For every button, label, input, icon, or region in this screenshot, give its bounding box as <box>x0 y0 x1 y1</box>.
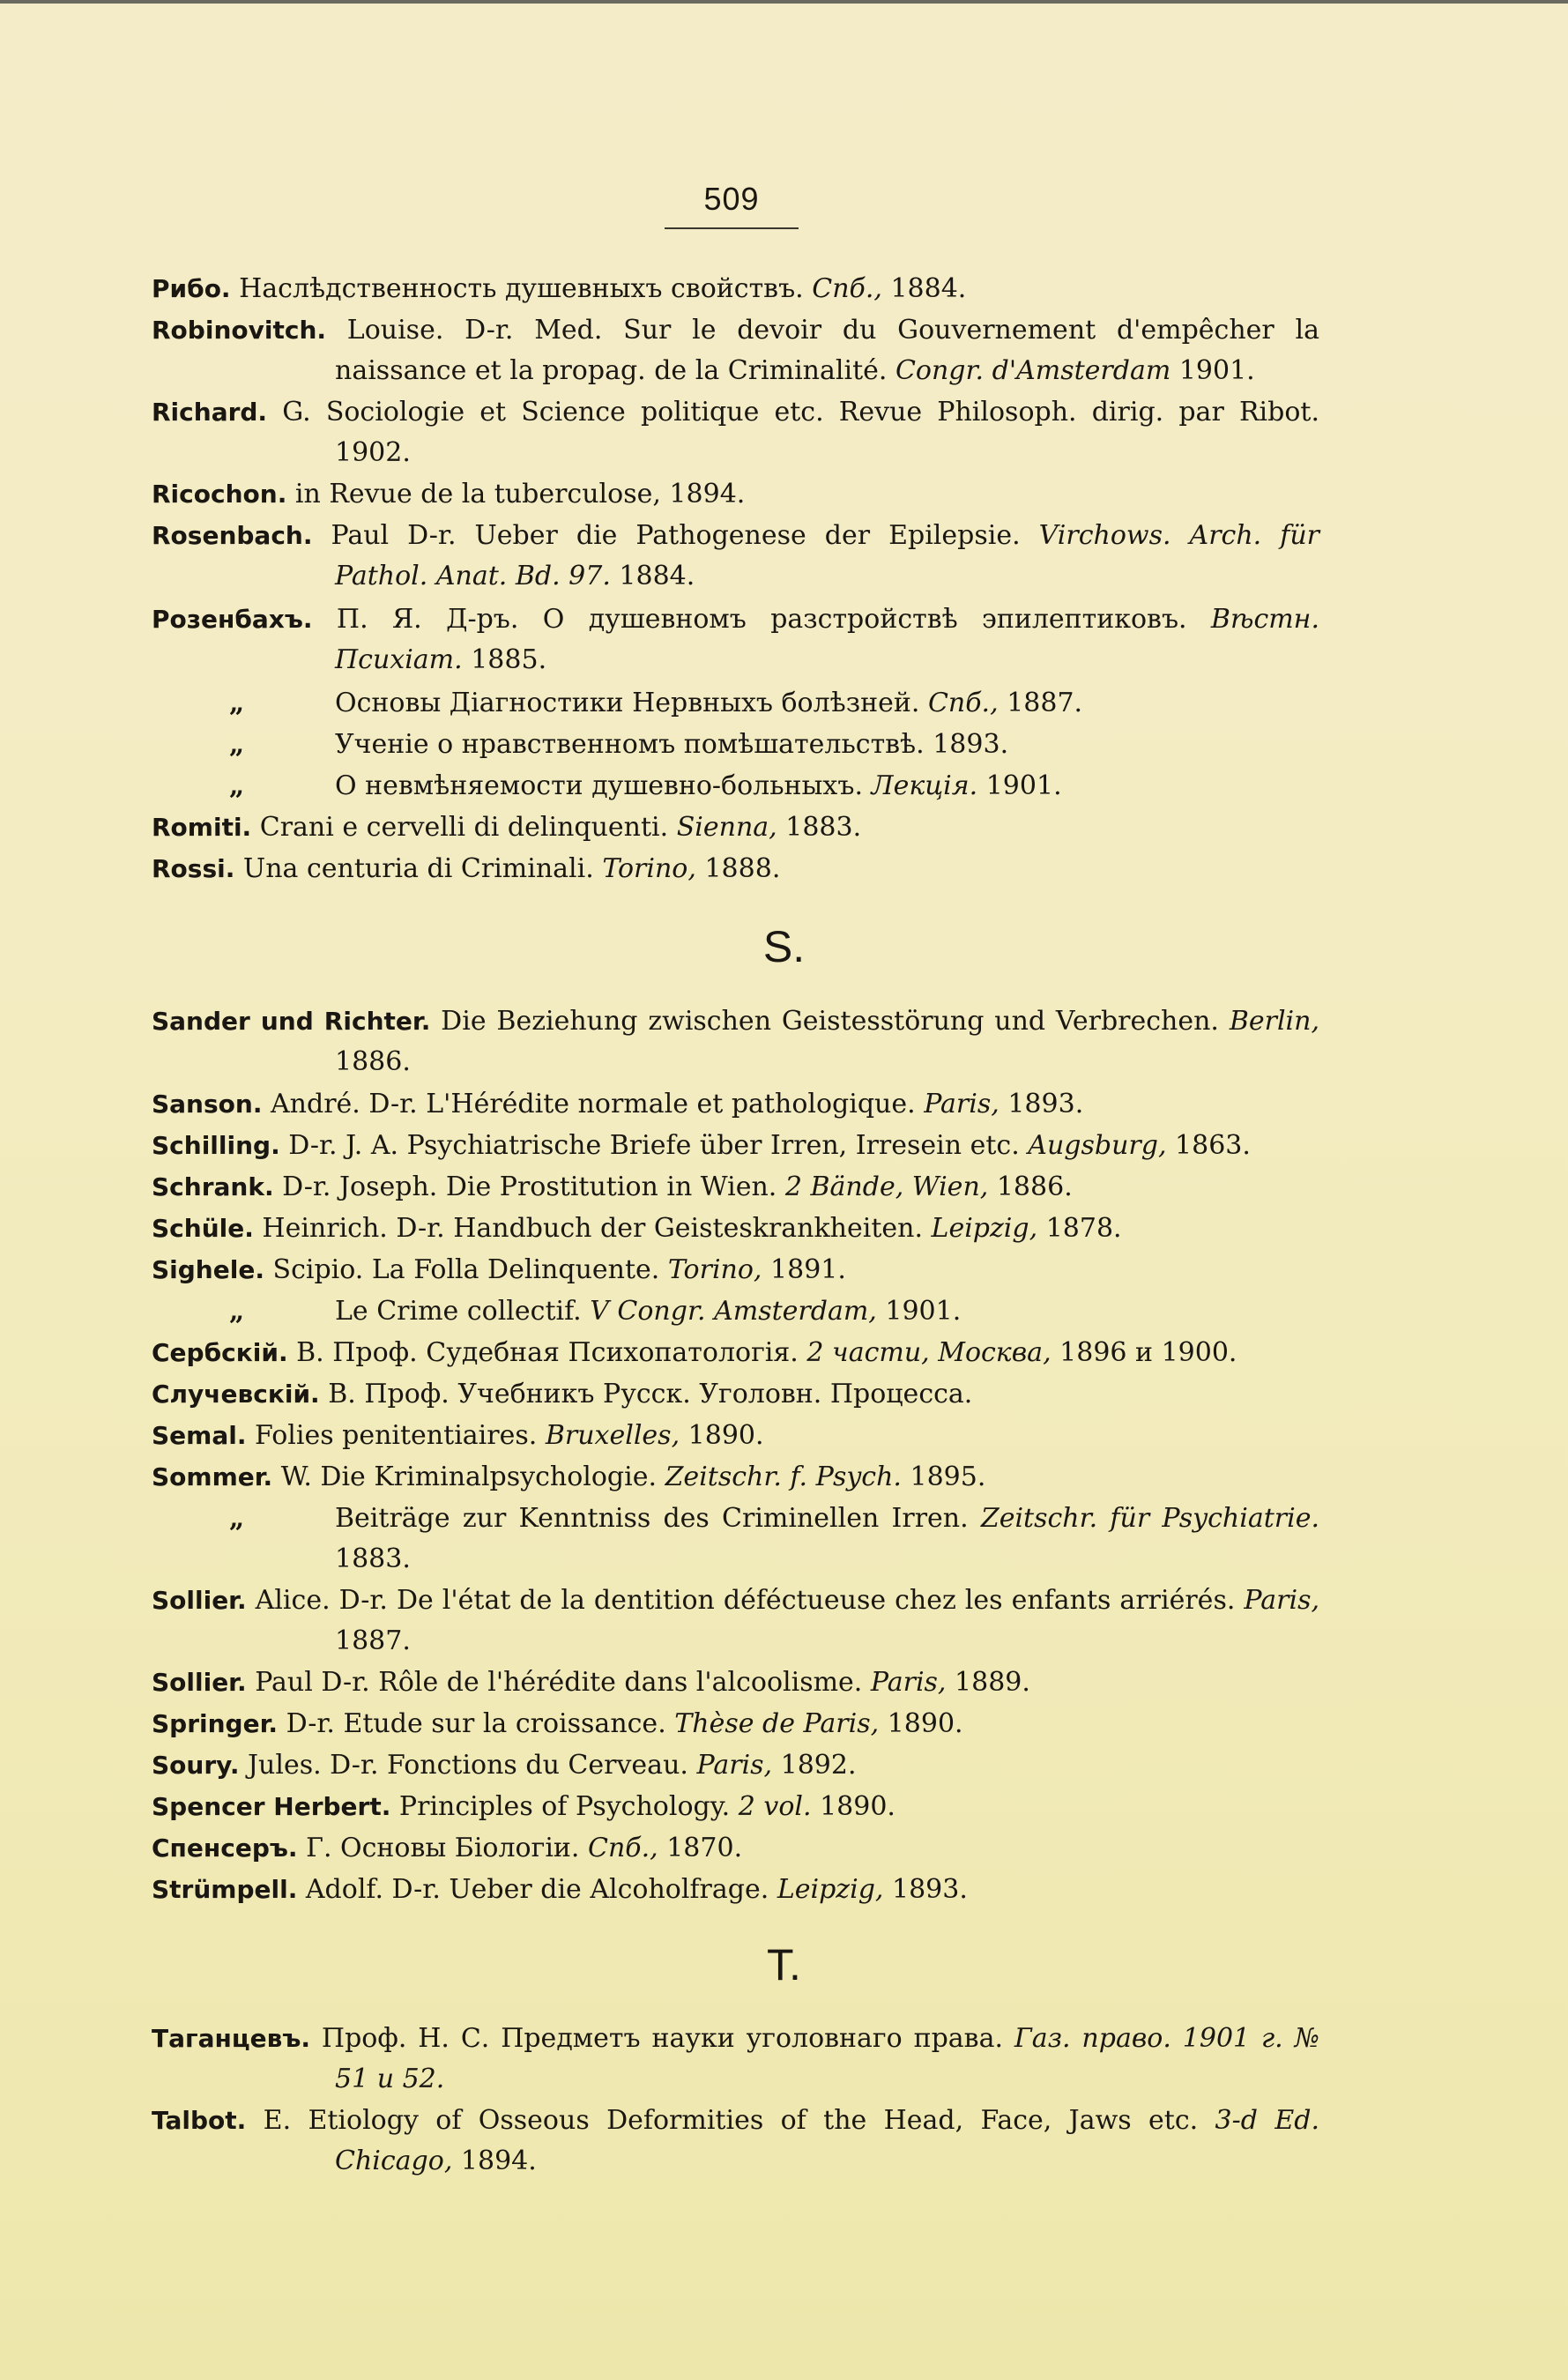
bibliography-entry <box>152 1828 1319 1869</box>
bibliography-entry <box>152 1250 1319 1290</box>
entry-year: 1901. <box>885 1296 962 1327</box>
entry-text: G. Sociologie et Science politique etc. Revue Philosoph. dirig. par Ribot. 1902. <box>282 397 1319 468</box>
entry-author: Sollier. <box>152 1668 247 1697</box>
entry-year: 1896 и 1900. <box>1059 1337 1237 1368</box>
entry-year: 1886. <box>996 1171 1073 1202</box>
entry-text: Scipio. La Folla Delinquente. <box>272 1254 660 1285</box>
entry-year: 1886. <box>335 1046 411 1077</box>
entry-source: Bruxelles, <box>545 1420 680 1451</box>
entry-author: Semal. <box>152 1421 247 1450</box>
bibliography-entry <box>152 2101 1319 2182</box>
entry-text: Principles of Psychology. <box>398 1791 731 1822</box>
bibliography-entry <box>152 1333 1319 1373</box>
entry-text: Louise. D-r. Med. Sur le devoir du Gouvernement d'empêcher la naissance et la propag. de la Criminalité. <box>335 315 1320 386</box>
bibliography-entry: „ Beiträge zur Kenntniss des Criminellen Irren. Zeitschr. für Psychiatrie. 1883. <box>229 1503 1319 1574</box>
entry-author: Schüle. <box>152 1214 254 1243</box>
entry-text: П. Я. Д-ръ. О душевномъ разстройствѣ эпилептиковъ. <box>336 604 1187 635</box>
entry-text: Adolf. D-r. Ueber die Alcoholfrage. <box>305 1874 769 1905</box>
entry-author: Sommer. <box>152 1462 273 1491</box>
entry-source: Leipzig, <box>777 1874 884 1905</box>
entry-source: Zeitschr. für Psychiatrie. <box>980 1503 1319 1534</box>
entry-text: В. Проф. Учебникъ Русск. Уголовн. Процесса. <box>328 1379 973 1409</box>
entry-source: Лекція. <box>871 770 978 801</box>
entry-year: 1870. <box>666 1833 743 1863</box>
entry-text: in Revue de la tuberculose, 1894. <box>294 479 746 509</box>
bibliography-entry <box>152 599 1319 681</box>
entry-text: Heinrich. D-r. Handbuch der Geisteskrankheiten. <box>262 1213 923 1244</box>
entry-year: 1890. <box>820 1791 895 1822</box>
section-letter-s: S. <box>762 922 806 971</box>
entry-text: Основы Діагностики Нервныхъ болѣзней. <box>335 688 920 718</box>
entry-source: Berlin, <box>1229 1006 1319 1037</box>
entry-year: 1901. <box>985 770 1062 801</box>
bibliography-entry <box>152 849 1319 889</box>
bibliography-entry <box>152 1416 1319 1456</box>
bibliography-entry <box>152 1787 1319 1827</box>
bibliography-entry: „ Основы Діагностики Нервныхъ болѣзней. Спб., 1887. <box>229 688 1083 718</box>
section-letter-t: T. <box>767 1940 801 1990</box>
entry-author: Sander und Richter. <box>152 1007 431 1036</box>
entry-year: 1889. <box>955 1667 1030 1698</box>
entry-author: Robinovitch. <box>152 316 327 345</box>
entry-author: Таганцевъ. <box>152 2024 311 2053</box>
entry-source: 2 Bände, Wien, <box>784 1171 989 1202</box>
bibliography-entry <box>152 1580 1319 1662</box>
entry-author: Sanson. <box>152 1090 263 1119</box>
entry-text: Folies penitentiaires. <box>255 1420 538 1451</box>
entry-year: 1883. <box>335 1543 411 1574</box>
entry-text: Ученіе о нравственномъ помѣшательствѣ. 1893. <box>335 729 1009 760</box>
entry-text: D-r. J. A. Psychiatrische Briefe über Irren, Irresein etc. <box>288 1130 1020 1161</box>
bibliography-entry <box>152 516 1319 597</box>
entry-source: 2 части, Москва, <box>806 1337 1052 1368</box>
entry-text: Проф. Н. С. Предметъ науки уголовнаго права. <box>321 2023 1003 2054</box>
entry-author: Strümpell. <box>152 1875 298 1904</box>
page-number-rule <box>665 227 799 229</box>
entry-year: 1892. <box>780 1750 857 1781</box>
entry-author: Rossi. <box>152 854 235 883</box>
entry-text: Г. Основы Біологіи. <box>306 1833 580 1863</box>
entry-source: Virchows. Arch. für Pathol. Anat. Bd. 97. <box>335 520 1319 591</box>
entry-author: Richard. <box>152 398 268 427</box>
entry-year: 1890. <box>687 1420 764 1451</box>
bibliography-entry: „ Ученіе о нравственномъ помѣшательствѣ. 1893. <box>229 729 1009 760</box>
entry-text: Jules. D-r. Fonctions du Cerveau. <box>248 1750 688 1781</box>
bibliography-entry <box>152 1001 1319 1082</box>
entry-author: Sighele. <box>152 1255 264 1284</box>
entry-author: Ricochon. <box>152 480 287 509</box>
entry-author: Schilling. <box>152 1131 280 1160</box>
entry-year: 1888. <box>704 853 781 884</box>
entry-text: Le Crime collectif. <box>335 1296 582 1327</box>
bibliography-entry <box>152 1126 1319 1166</box>
bibliography-entry <box>152 1662 1319 1703</box>
entry-text: Alice. D-r. De l'état de la dentition déféctueuse chez les enfants arriérés. <box>255 1585 1236 1616</box>
entry-source: Paris, <box>924 1089 1000 1119</box>
entry-source: 3-d Ed. Chicago, <box>335 2105 1319 2176</box>
bibliography-entry <box>152 1457 1319 1498</box>
entry-source: Paris, <box>696 1750 773 1781</box>
bibliography-entry: „ О невмѣняемости душевно-больныхъ. Лекція. 1901. <box>229 770 1062 801</box>
entry-text: D-r. Joseph. Die Prostitution in Wien. <box>282 1171 777 1202</box>
entry-source: Augsburg, <box>1028 1130 1167 1161</box>
entry-text: Beiträge zur Kenntniss des Criminellen Irren. <box>335 1503 969 1534</box>
bibliography-entry <box>152 1745 1319 1786</box>
bibliography-entry <box>152 2019 1319 2100</box>
entry-year: 1893. <box>892 1874 968 1905</box>
entry-source: Спб., <box>812 273 882 304</box>
bibliography-entry <box>152 1209 1319 1249</box>
entry-author: Rosenbach. <box>152 521 313 550</box>
entry-author: Sollier. <box>152 1586 247 1615</box>
entry-author: Romiti. <box>152 813 252 842</box>
entry-author: Talbot. <box>152 2106 247 2135</box>
entry-text: E. Etiology of Osseous Deformities of the Head, Face, Jaws etc. <box>263 2105 1199 2136</box>
entry-author: Сербскій. <box>152 1338 288 1367</box>
entry-year: 1885. <box>471 644 547 675</box>
entry-year: 1883. <box>785 812 862 843</box>
entry-source: Sienna, <box>676 812 777 843</box>
entry-source: Спб., <box>927 688 999 718</box>
entry-year: 1891. <box>770 1254 846 1285</box>
entry-source: Thèse de Paris, <box>674 1708 880 1739</box>
entry-text: О невмѣняемости душевно-больныхъ. <box>335 770 863 801</box>
entry-author: Спенсеръ. <box>152 1833 298 1863</box>
entry-year: 1863. <box>1175 1130 1251 1161</box>
entry-text: W. Die Kriminalpsychologie. <box>280 1461 658 1492</box>
entry-author: Soury. <box>152 1751 240 1780</box>
entry-source: Torino, <box>667 1254 762 1285</box>
entry-year: 1884. <box>890 273 967 304</box>
entry-text: Наслѣдственность душевныхъ свойствъ. <box>239 273 804 304</box>
entry-source: Torino, <box>602 853 696 884</box>
entry-text: Crani e cervelli di delinquenti. <box>259 812 669 843</box>
entry-source: Congr. d'Amsterdam <box>895 355 1171 386</box>
entry-source: 2 vol. <box>738 1791 812 1822</box>
page-number: 509 <box>703 181 760 217</box>
entry-source: V Congr. Amsterdam, <box>590 1296 877 1327</box>
entry-text: Die Beziehung zwischen Geistesstörung und Verbrechen. <box>441 1006 1219 1037</box>
bibliography-entry <box>152 392 1319 473</box>
bibliography-entry <box>152 310 1319 391</box>
entry-year: 1884. <box>619 561 695 591</box>
entry-year: 1878. <box>1045 1213 1122 1244</box>
entry-source: Вѣстн. Психіат. <box>335 604 1319 675</box>
entry-author: Spencer Herbert. <box>152 1792 391 1821</box>
bibliography-entry <box>152 474 1319 515</box>
entry-text: Paul D-r. Ueber die Pathogenese der Epilepsie. <box>331 520 1021 551</box>
entry-year: 1887. <box>335 1625 411 1656</box>
bibliography-entry <box>152 807 1319 848</box>
entry-text: Paul D-r. Rôle de l'hérédite dans l'alcoolisme. <box>255 1667 863 1698</box>
bibliography-entry <box>152 269 1319 309</box>
entry-author: Случевскій. <box>152 1380 320 1409</box>
entry-year: 1895. <box>910 1461 986 1492</box>
entry-author: Рибо. <box>152 274 231 303</box>
bibliography-entry <box>152 1084 1319 1125</box>
entry-year: 1890. <box>887 1708 963 1739</box>
page-top-edge <box>0 0 1568 4</box>
entry-text: André. D-r. L'Hérédite normale et pathologique. <box>271 1089 916 1119</box>
bibliography-entry <box>152 1167 1319 1208</box>
entry-text: D-r. Etude sur la croissance. <box>286 1708 666 1739</box>
entry-text: Una centuria di Criminali. <box>242 853 594 884</box>
entry-year: 1893. <box>1007 1089 1084 1119</box>
entry-year: 1901. <box>1178 355 1255 386</box>
entry-author: Розенбахъ. <box>152 605 313 634</box>
entry-source: Спб., <box>588 1833 658 1863</box>
entry-author: Springer. <box>152 1709 279 1738</box>
bibliography-entry: „ Le Crime collectif. V Congr. Amsterdam, 1901. <box>229 1296 962 1327</box>
bibliography-entry <box>152 1704 1319 1744</box>
bibliography-entry <box>152 1374 1319 1415</box>
entry-author: Schrank. <box>152 1172 274 1201</box>
bibliography-entry <box>152 1870 1319 1910</box>
entry-year: 1887. <box>1007 688 1083 718</box>
entry-text: В. Проф. Судебная Психопатологія. <box>296 1337 799 1368</box>
entry-source: Газ. право. 1901 г. № 51 и 52. <box>335 2023 1319 2094</box>
entry-source: Paris, <box>870 1667 947 1698</box>
entry-source: Paris, <box>1244 1585 1319 1616</box>
entry-year: 1894. <box>460 2146 537 2176</box>
entry-source: Leipzig, <box>931 1213 1038 1244</box>
entry-source: Zeitschr. f. Psych. <box>665 1461 902 1492</box>
